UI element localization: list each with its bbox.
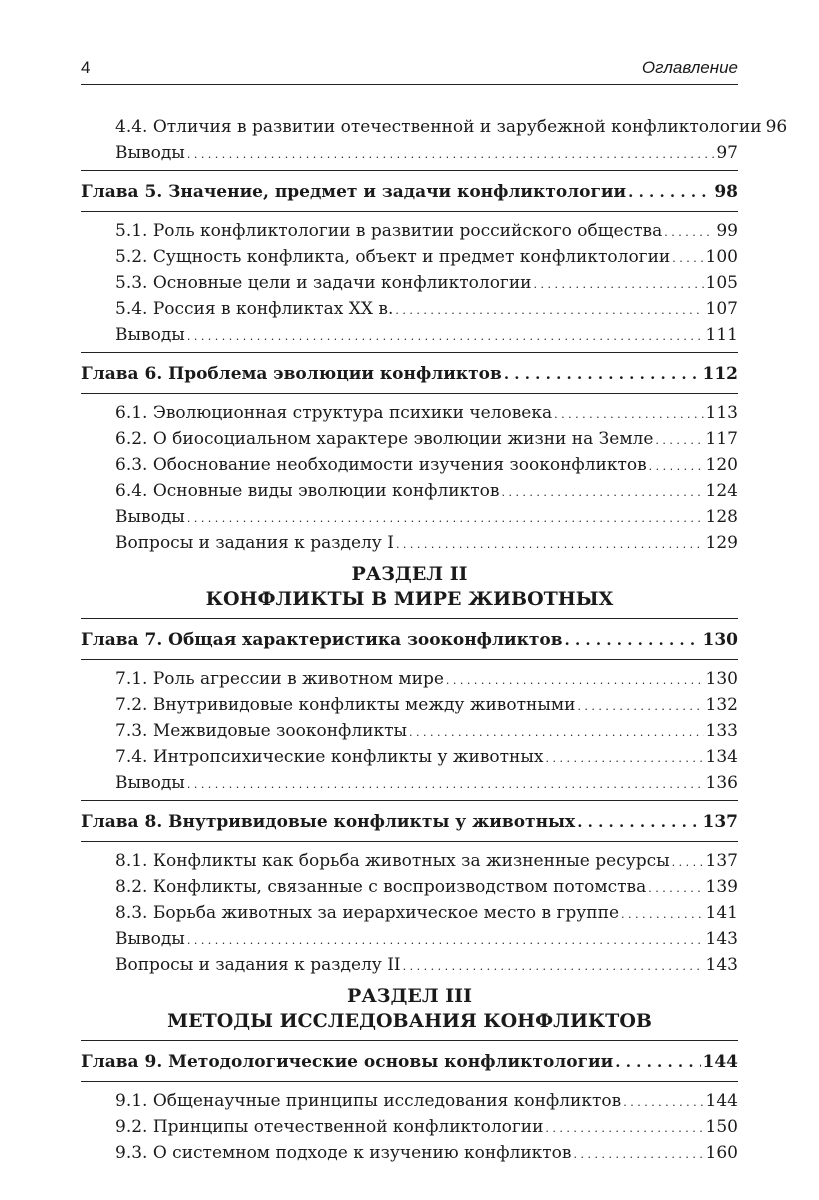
section-number: РАЗДЕЛ III — [347, 985, 472, 1007]
page-number: 4 — [81, 58, 91, 77]
entry-title: Выводы — [115, 325, 185, 345]
toc-entry[interactable] — [81, 530, 738, 556]
entry-page-number: 117 — [705, 429, 738, 449]
entry-page-number: 97 — [716, 143, 738, 163]
chapter-entry[interactable] — [81, 1047, 738, 1077]
chapter-entry[interactable] — [81, 177, 738, 207]
entry-page-number: 136 — [705, 773, 738, 793]
entry-title: Глава 6. Проблема эволюции конфликтов — [81, 364, 502, 384]
entry-page-number: 98 — [714, 182, 738, 202]
dot-leader — [396, 532, 704, 558]
entry-title: 6.4. Основные виды эволюции конфликтов — [115, 481, 500, 501]
entry-page-number: 113 — [705, 403, 738, 423]
entry-page-number: 160 — [705, 1143, 738, 1163]
toc-entry[interactable] — [81, 322, 738, 348]
entry-title: Выводы — [115, 929, 185, 949]
toc-entry[interactable] — [81, 770, 738, 796]
dot-leader — [187, 324, 704, 350]
entry-page-number: 111 — [705, 325, 738, 345]
divider — [81, 659, 738, 660]
dot-leader — [534, 272, 704, 298]
entry-page-number: 129 — [705, 533, 738, 553]
entry-title: 9.3. О системном подходе к изучению конфликтов — [115, 1143, 572, 1163]
chapter-entry[interactable] — [81, 807, 738, 837]
entry-page-number: 128 — [705, 507, 738, 527]
divider — [81, 800, 738, 801]
entry-title: Вопросы и задания к разделу I — [115, 533, 394, 553]
entry-title: 7.1. Роль агрессии в животном мире — [115, 669, 444, 689]
entry-page-number: 120 — [705, 455, 738, 475]
dot-leader — [501, 480, 703, 506]
entry-title: Выводы — [115, 773, 185, 793]
entry-title: Глава 5. Значение, предмет и задачи конфликтологии — [81, 182, 627, 202]
entry-page-number: 137 — [702, 812, 738, 832]
divider — [81, 393, 738, 394]
toc-entry[interactable] — [81, 504, 738, 530]
entry-title: Глава 8. Внутривидовые конфликты у животных — [81, 812, 576, 832]
section-heading — [81, 562, 738, 612]
dot-leader — [655, 428, 703, 454]
entry-title: 8.1. Конфликты как борьба животных за жизненные ресурсы — [115, 851, 670, 871]
entry-title: 6.1. Эволюционная структура психики человека — [115, 403, 553, 423]
dot-leader — [545, 1116, 703, 1142]
toc-entry[interactable] — [81, 452, 738, 478]
entry-title: 8.2. Конфликты, связанные с воспроизводством потомства — [115, 877, 647, 897]
dot-leader — [546, 746, 704, 772]
entry-title: 5.4. Россия в конфликтах XX в. — [115, 299, 394, 319]
entry-title: 7.4. Интропсихические конфликты у животных — [115, 747, 544, 767]
toc-entry[interactable] — [81, 900, 738, 926]
entry-title: Глава 7. Общая характеристика зооконфликтов — [81, 630, 563, 650]
dot-leader — [577, 694, 703, 720]
entry-title: Выводы — [115, 143, 185, 163]
entry-page-number: 143 — [705, 929, 738, 949]
table-of-contents — [81, 114, 788, 1166]
dot-leader — [672, 246, 703, 272]
entry-title: 5.1. Роль конфликтологии в развитии российского общества — [115, 221, 663, 241]
toc-entry[interactable] — [81, 692, 738, 718]
dot-leader — [623, 1090, 703, 1116]
dot-leader — [554, 402, 703, 428]
entry-page-number: 141 — [705, 903, 738, 923]
entry-page-number: 144 — [705, 1091, 738, 1111]
toc-entry[interactable] — [81, 1140, 738, 1166]
entry-title: 9.2. Принципы отечественной конфликтологии — [115, 1117, 544, 1137]
dot-leader — [615, 1047, 700, 1077]
dot-leader — [628, 177, 712, 207]
dot-leader — [565, 625, 701, 655]
entry-page-number: 99 — [716, 221, 738, 241]
entry-page-number: 130 — [705, 669, 738, 689]
entry-page-number: 133 — [705, 721, 738, 741]
divider — [81, 1040, 738, 1041]
entry-page-number: 137 — [705, 851, 738, 871]
dot-leader — [187, 772, 704, 798]
toc-entry[interactable] — [81, 1114, 738, 1140]
divider — [81, 1081, 738, 1082]
dot-leader — [504, 359, 701, 389]
divider — [81, 352, 738, 353]
entry-page-number: 150 — [705, 1117, 738, 1137]
dot-leader — [672, 850, 704, 876]
section-heading — [81, 984, 738, 1034]
entry-page-number: 100 — [705, 247, 738, 267]
entry-title: Вопросы и задания к разделу II — [115, 955, 401, 975]
dot-leader — [577, 807, 700, 837]
page-header — [81, 58, 738, 82]
toc-entry[interactable] — [81, 666, 738, 692]
entry-page-number: 144 — [702, 1052, 738, 1072]
toc-entry[interactable] — [81, 270, 738, 296]
toc-entry[interactable] — [81, 926, 738, 952]
toc-entry[interactable] — [81, 744, 738, 770]
section-title: КОНФЛИКТЫ В МИРЕ ЖИВОТНЫХ — [205, 588, 614, 610]
entry-title: Глава 9. Методологические основы конфликтологии — [81, 1052, 614, 1072]
entry-title: 8.3. Борьба животных за иерархическое место в группе — [115, 903, 620, 923]
chapter-entry[interactable] — [81, 625, 738, 655]
toc-entry[interactable] — [81, 140, 738, 166]
entry-title: 6.2. О биосоциальном характере эволюции жизни на Земле — [115, 429, 654, 449]
toc-entry[interactable] — [81, 874, 738, 900]
toc-entry[interactable] — [81, 848, 738, 874]
entry-title: 4.4. Отличия в развитии отечественной и зарубежной конфликтологии — [115, 117, 762, 137]
toc-entry[interactable] — [81, 400, 738, 426]
toc-entry[interactable] — [81, 426, 738, 452]
entry-page-number: 124 — [705, 481, 738, 501]
entry-title: 5.3. Основные цели и задачи конфликтологии — [115, 273, 532, 293]
dot-leader — [664, 220, 714, 246]
toc-entry[interactable] — [81, 218, 738, 244]
entry-page-number: 132 — [705, 695, 738, 715]
toc-entry[interactable] — [81, 1088, 738, 1114]
section-number: РАЗДЕЛ II — [351, 563, 468, 585]
dot-leader — [649, 454, 704, 480]
entry-title: 7.2. Внутривидовые конфликты между животными — [115, 695, 576, 715]
toc-entry[interactable] — [81, 296, 738, 322]
dot-leader — [395, 298, 703, 324]
entry-title: 6.3. Обоснование необходимости изучения зооконфликтов — [115, 455, 647, 475]
section-title: МЕТОДЫ ИССЛЕДОВАНИЯ КОНФЛИКТОВ — [167, 1010, 652, 1032]
dot-leader — [187, 928, 704, 954]
dot-leader — [446, 668, 704, 694]
header-divider — [81, 84, 738, 85]
dot-leader — [648, 876, 703, 902]
entry-page-number: 105 — [705, 273, 738, 293]
entry-page-number: 96 — [765, 117, 788, 137]
toc-entry[interactable] — [81, 718, 738, 744]
toc-entry[interactable] — [81, 952, 738, 978]
dot-leader — [187, 142, 715, 168]
dot-leader — [621, 902, 704, 928]
toc-entry[interactable] — [81, 244, 738, 270]
toc-entry[interactable] — [81, 114, 788, 140]
entry-title: 9.1. Общенаучные принципы исследования конфликтов — [115, 1091, 622, 1111]
dot-leader — [574, 1142, 704, 1168]
toc-entry[interactable] — [81, 478, 738, 504]
entry-page-number: 143 — [705, 955, 738, 975]
divider — [81, 211, 738, 212]
entry-title: 7.3. Межвидовые зооконфликты — [115, 721, 408, 741]
entry-page-number: 107 — [705, 299, 738, 319]
divider — [81, 618, 738, 619]
entry-title: Выводы — [115, 507, 185, 527]
chapter-entry[interactable] — [81, 359, 738, 389]
divider — [81, 170, 738, 171]
dot-leader — [409, 720, 704, 746]
divider — [81, 841, 738, 842]
entry-page-number: 139 — [705, 877, 738, 897]
running-title: Оглавление — [641, 58, 738, 77]
entry-page-number: 130 — [702, 630, 738, 650]
dot-leader — [403, 954, 704, 980]
entry-page-number: 112 — [702, 364, 738, 384]
entry-title: 5.2. Сущность конфликта, объект и предмет конфликтологии — [115, 247, 671, 267]
dot-leader — [187, 506, 704, 532]
entry-page-number: 134 — [705, 747, 738, 767]
